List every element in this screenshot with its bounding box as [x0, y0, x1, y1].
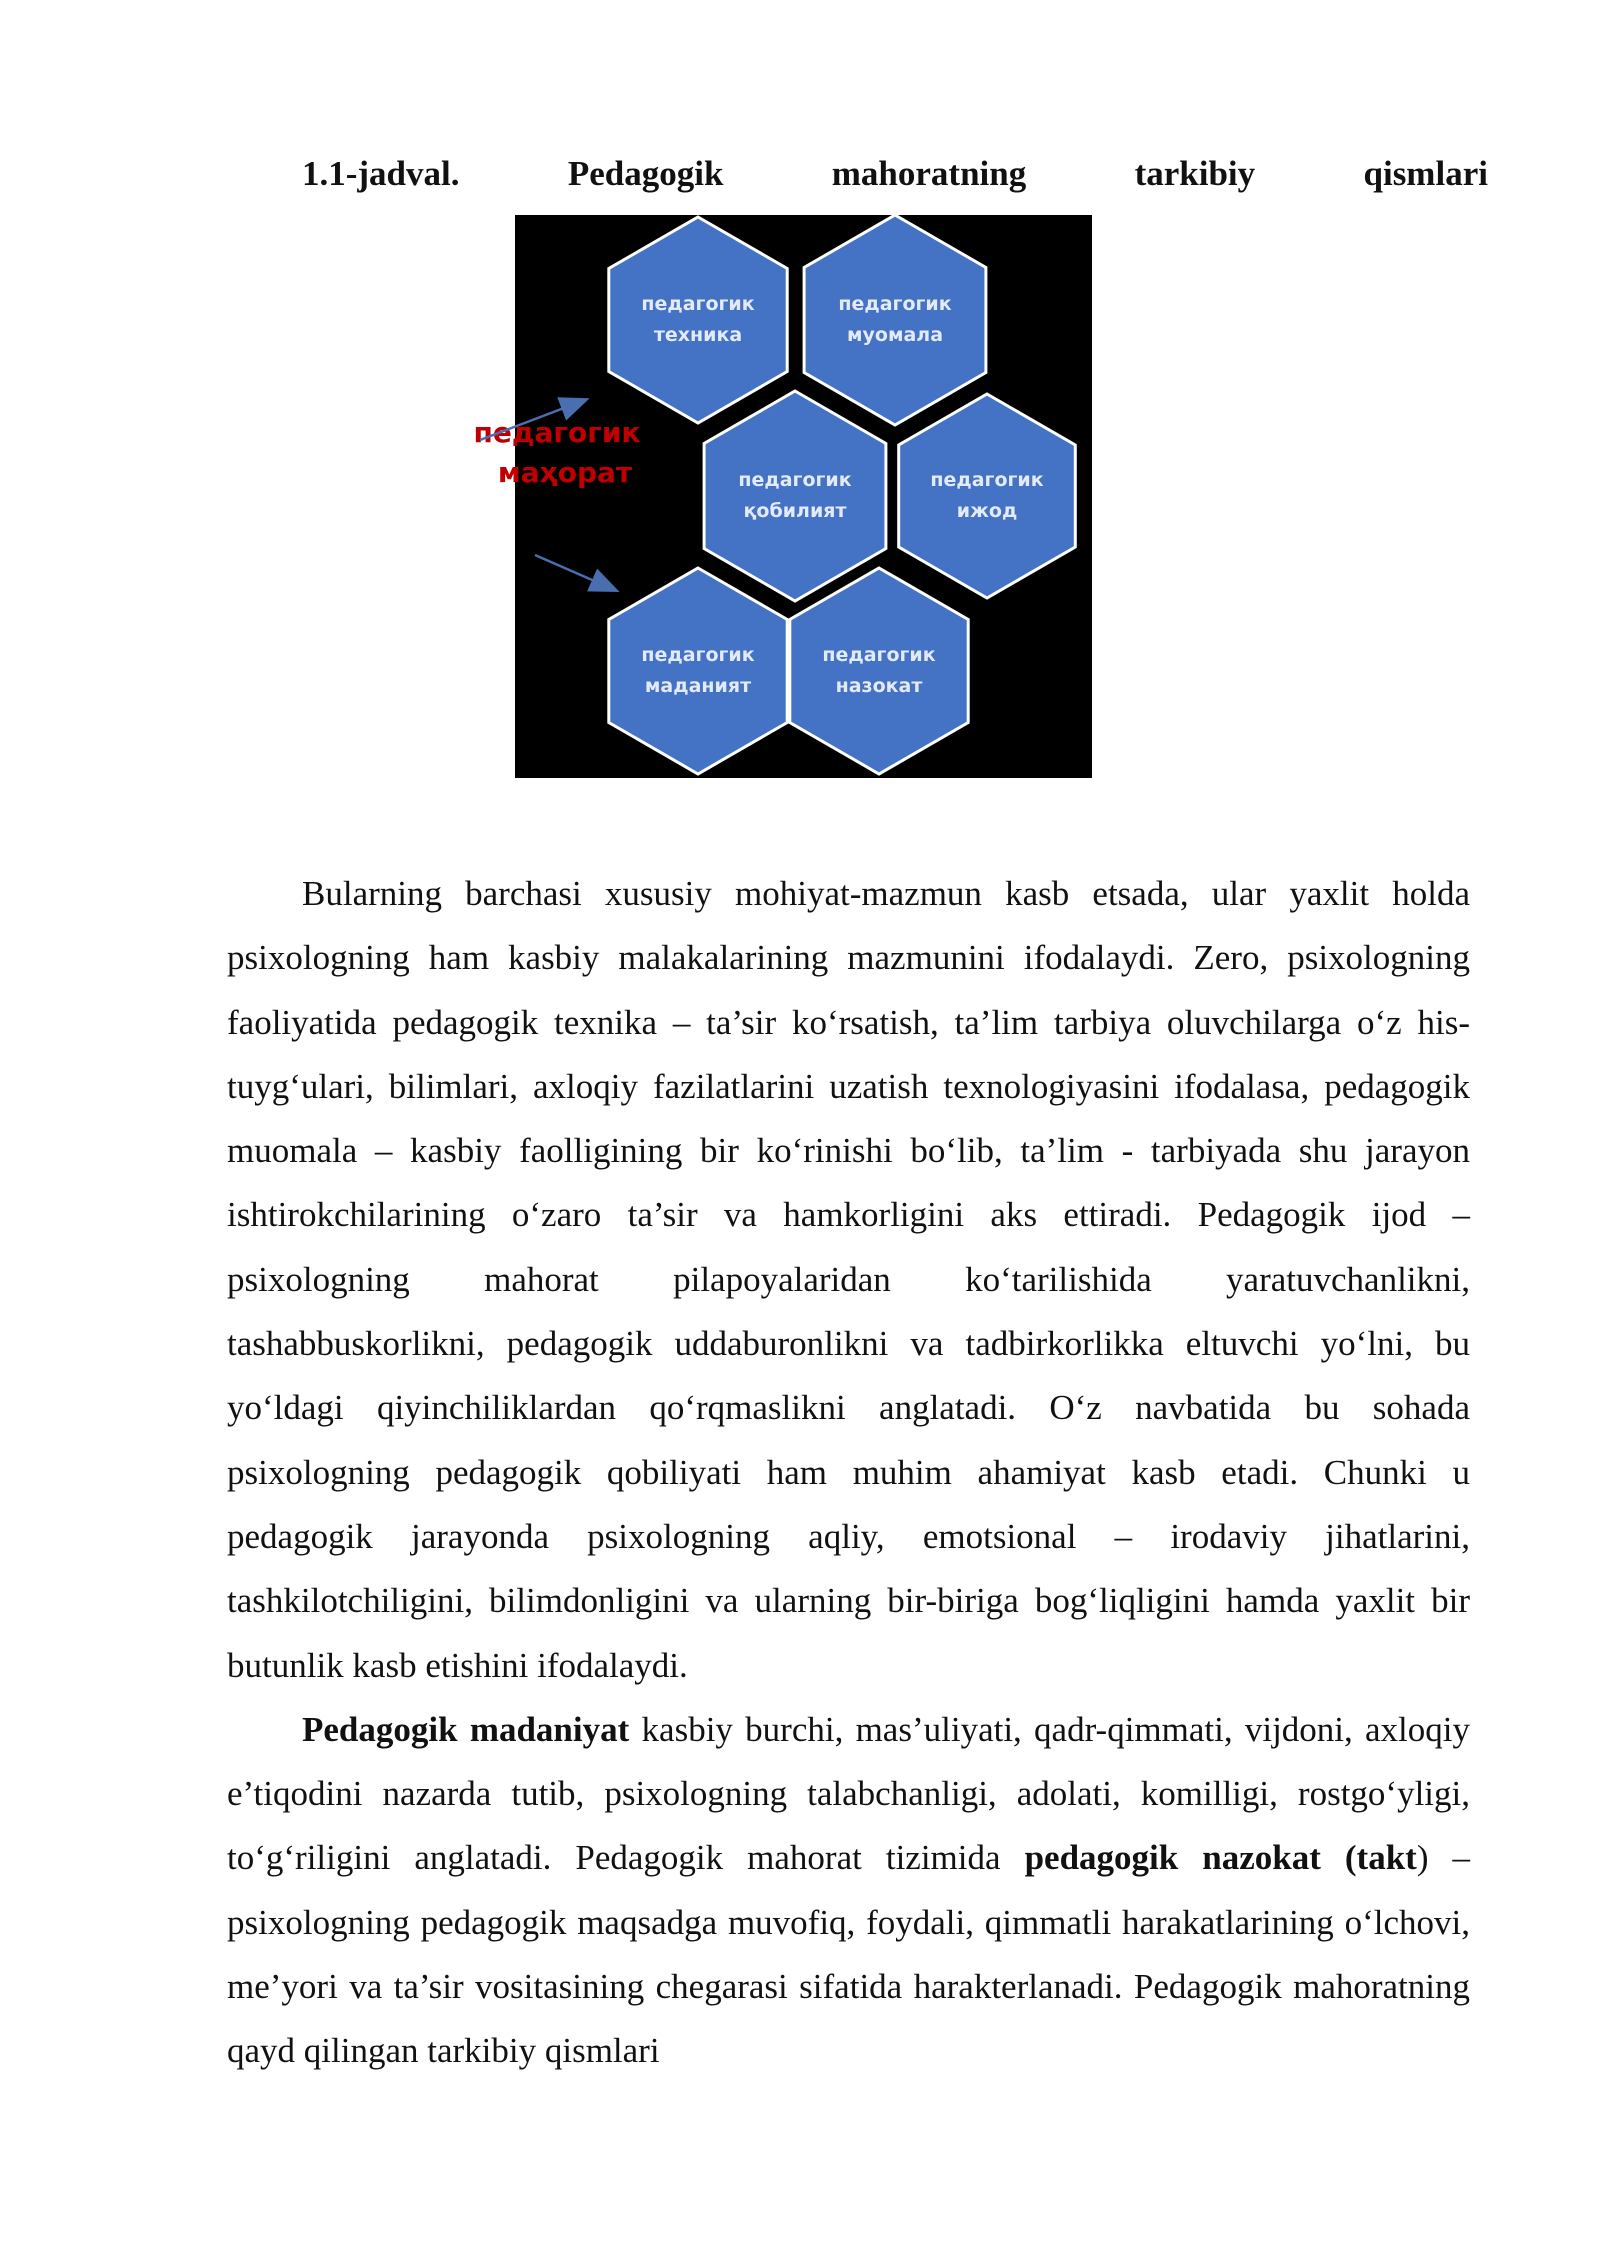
hexagon-diagram-svg — [473, 215, 1092, 778]
body-text — [227, 862, 1470, 2084]
pedagogical-skill-diagram — [473, 215, 1092, 778]
hexagon-label: қобилият — [743, 500, 847, 522]
term-pedagogik-madaniyat: Pedagogik madaniyat — [302, 1709, 630, 1749]
table-caption — [302, 150, 1488, 198]
paragraph-1: Bularning barchasi xususiy mohiyat-mazmun kasb etsada, ular yaxlit holda psixologning ham kasbiy malakalarining mazmunini ifodalaydi. Zero, psixologning faoliyatida pedagogik texnika – ta’sir ko‘rsatish, ta’lim tarbiya oluvchilarga o‘z his-tuyg‘ulari, bilimlari, axloqiy fazilatlarini uzatish texnologiyasini ifodalasa, pedagogik muomala – kasbiy faolligining bir ko‘rinishi bo‘lib, ta’lim - tarbiyada shu jarayon ishtirokchilarining o‘zaro ta’sir va hamkorligini aks ettiradi. Pedagogik ijod – psixologning mahorat pilapoyalaridan ko‘tarilishida yaratuvchanlikni, tashabbuskorlikni, pedagogik uddaburonlikni va tadbirkorlikka eltuvchi yo‘lni, bu yo‘ldagi qiyinchiliklardan qo‘rqmaslikni anglatadi. O‘z navbatida bu sohada psixologning pedagogik qobiliyati ham muhim ahamiyat kasb etadi. Chunki u pedagogik jarayonda psixologning aqliy, emotsional – irodaviy jihatlarini, tashkilotchiligini, bilimdonligini va ularning bir-biriga bog‘liqligini hamda yaxlit bir butunlik kasb etishini ifodalaydi. — [227, 874, 1470, 1685]
caption-part: 1.1-jadval. — [302, 154, 460, 193]
term-pedagogik-nazokat: pedagogik nazokat (takt — [1024, 1838, 1417, 1878]
hexagon-label: муомала — [846, 324, 944, 346]
hexagon-label: техника — [653, 324, 743, 346]
hexagon-label: педагогик — [838, 293, 952, 315]
hexagon-label: педагогик — [822, 644, 936, 666]
hexagon-label: маданият — [644, 675, 752, 697]
caption-part: Pedagogik — [567, 154, 724, 193]
hexagon-label: педагогик — [738, 469, 852, 491]
caption-part: qismlari — [1363, 154, 1488, 193]
hexagon-label: ижод — [956, 500, 1018, 522]
caption-part: tarkibiy — [1134, 154, 1256, 193]
hexagon-label: педагогик — [641, 644, 755, 666]
center-label: маҳорат — [497, 456, 633, 489]
center-label: педагогик — [473, 416, 641, 449]
paragraph-2 — [227, 1698, 1470, 2084]
hexagon-label: назокат — [835, 675, 923, 697]
paragraph-2-text-2: ) – psixologning pedagogik maqsadga muvofiq, foydali, qimmatli harakatlarining o‘lchovi, me’yori va ta’sir vositasining chegarasi sifatida harakterlanadi. Pedagogik mahoratning qayd qilingan tarkibiy qismlari — [227, 1838, 1470, 2071]
hexagon-label: педагогик — [930, 469, 1044, 491]
caption-part: mahoratning — [831, 154, 1027, 193]
paragraph-2-text-1: kasbiy burchi, mas’uliyati, qadr-qimmati, vijdoni, axloqiy e’tiqodini nazarda tutib, psixologning talabchanligi, adolati, komilligi, rostgo‘yligi, to‘g‘riligini anglatadi. Pedagogik mahorat tizimida — [227, 1709, 1470, 1878]
hexagon-label: педагогик — [641, 293, 755, 315]
